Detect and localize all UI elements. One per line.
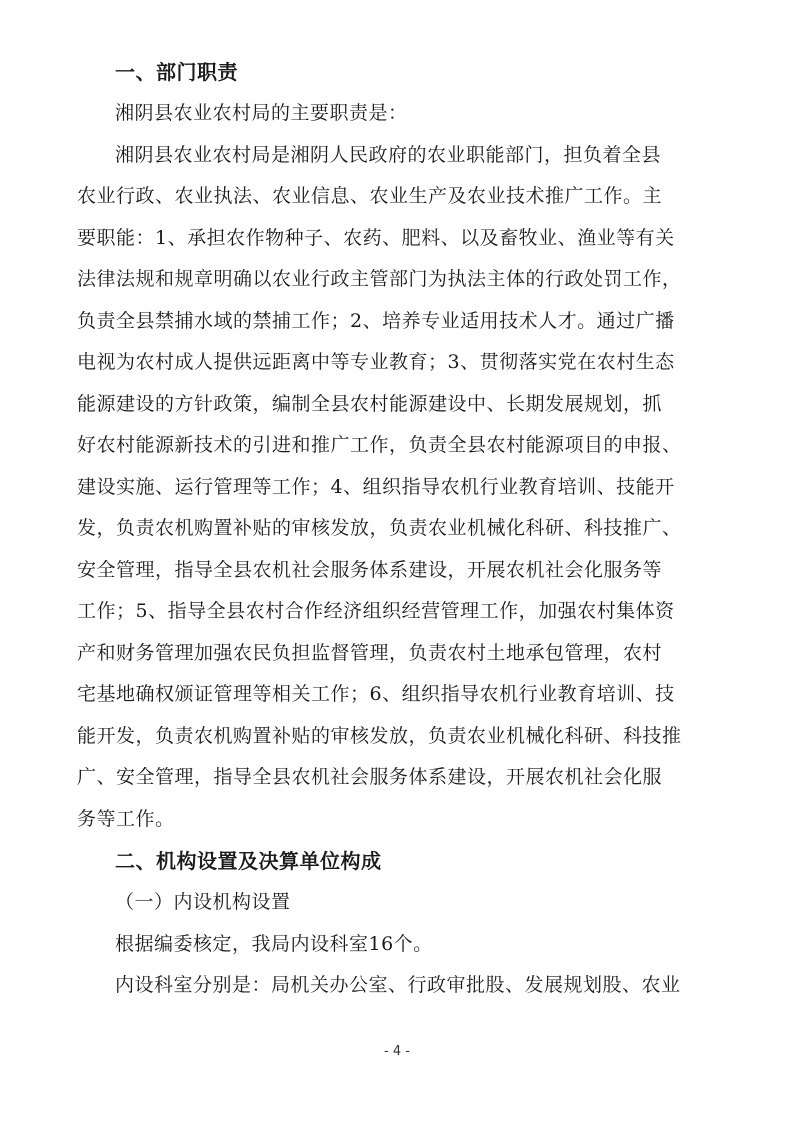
page-number: - 4 - xyxy=(384,1044,410,1059)
document-page: 一、部门职责 湘阴县农业农村局的主要职责是： 湘阴县农业农村局是湘阴人民政府的农业职能部门，担负着全县 农业行政、农业执法、农业信息、农业生产及农业技术推广工作。主 要职能：1、承担农作物种子、农药、肥料、以及畜牧业、渔业等有关 法律法规和规章明确以农业行政主管部门为执法主体的行政处罚工作， 负责全县禁捕水域的禁捕工作；2、培养专业适用技术人才。通过广播 电视为农村成人提供远距离中等专业教育；3、贯彻落实党在农村生态 能源建设的方针政策，编制全县农村能源建设中、长期发展规划，抓 好农村能源新技术的引进和推广工作，负责全县农村能源项目的申报、 建设实施、运行管理等工作；4、组织指导农机行业教育培训、技能开 发，负责农机购置补贴的审核发放，负责农业机械化科研、科技推广、 安全管理，指导全县农机社会服务体系建设，开展农机社会化服务等 工作；5、指导全县农村合作经济组织经营管理工作，加强农村集体资 产和财务管理加强农民负担监督管理，负责农村土地承包管理，农村 宅基地确权颁证管理等相关工作；6、组织指导农机行业教育培训、技 能开发，负责农机购置补贴的审核发放，负责农业机械化科研、科技推 广、安全管理，指导全县农机社会服务体系建设，开展农机社会化服 务等工作。 二、机构设置及决算单位构成 （一）内设机构设置 根据编委核定，我局内设科室16个。 内设科室分别是：局机关办公室、行政审批股、发展规划股、农业 - 4 - xyxy=(0,0,794,1122)
